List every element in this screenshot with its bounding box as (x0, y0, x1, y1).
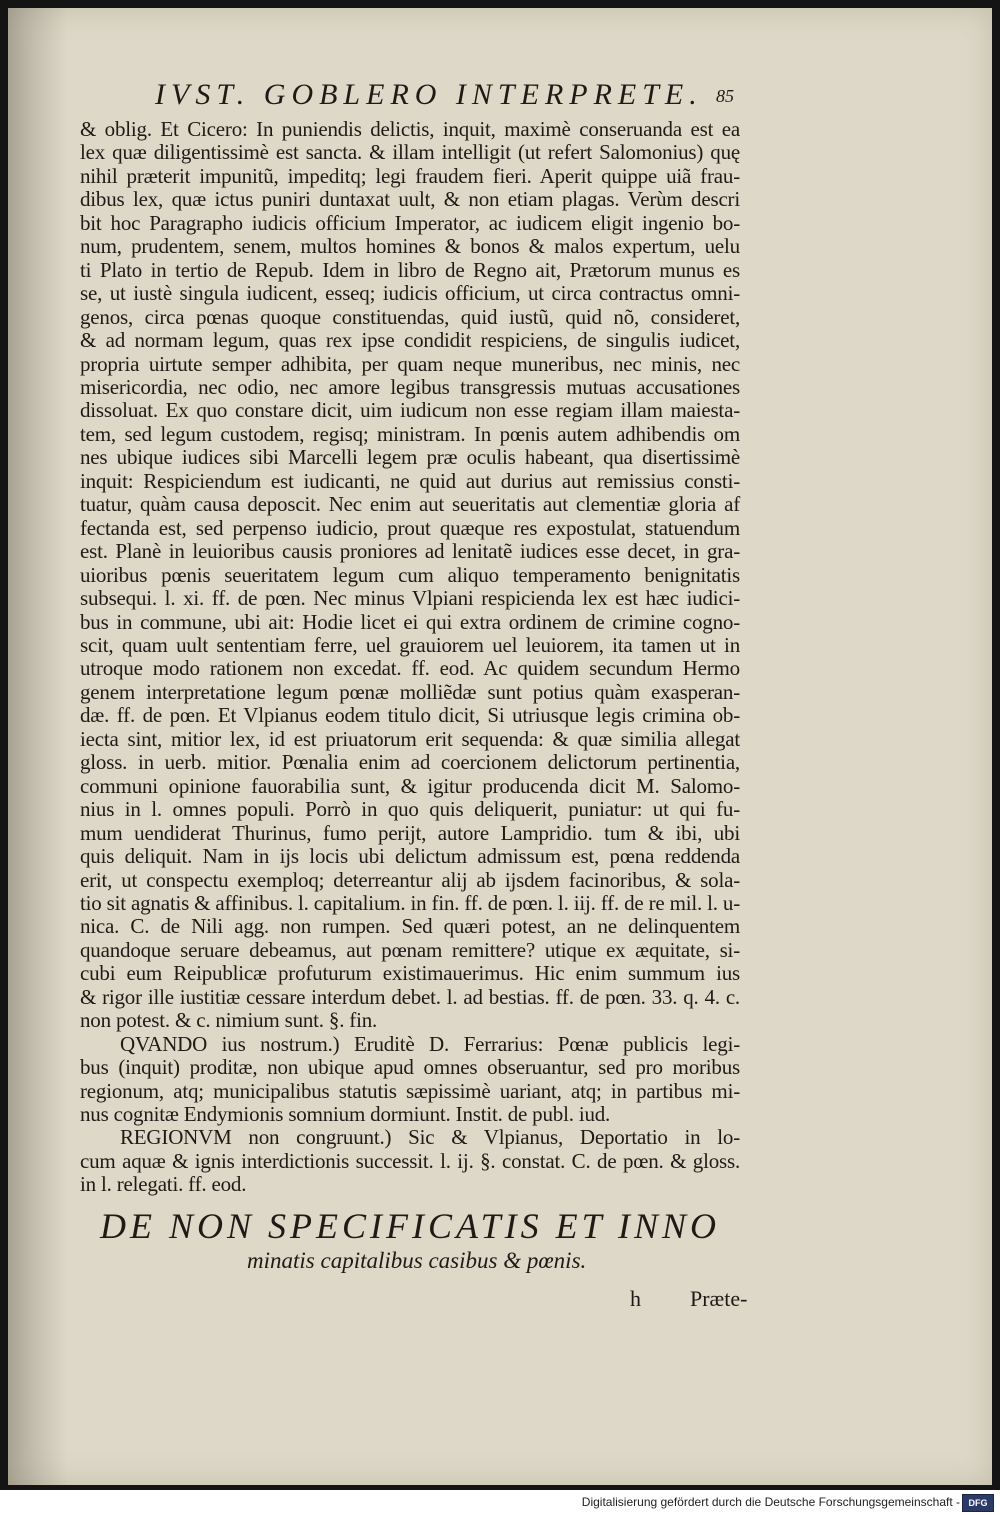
text-line: num, prudentem, senem, multos homines & bonos & malos expertum, uelu (80, 234, 740, 259)
text-line: quandoque seruare debeamus, aut pœnam remittere? utique ex æquitate, si- (80, 937, 740, 962)
text-line: non potest. & c. nimium sunt. §. fin. (80, 1008, 378, 1033)
text-line: propria uirtute semper adhibita, per quam neque muneribus, nec minis, nec (80, 351, 740, 376)
text-line: tem, sed legum custodem, regisq; ministram. In pœnis autem adhibendis om (80, 421, 740, 446)
text-line: bus in commune, ubi ait: Hodie licet ei qui extra ordinem de crimine cogno- (80, 609, 740, 634)
body-text (80, 118, 740, 1197)
text-line: mum uendiderat Thurinus, fumo perijt, autore Lampridio. tum & ibi, ubi (80, 820, 740, 845)
text-line: inquit: Respiciendum est iudicanti, ne quid aut durius aut remissius consti- (80, 468, 740, 493)
text-line: gloss. in uerb. mitior. Pœnalia enim ad coercionem delictorum pertinentia, (80, 750, 740, 775)
dfg-logo-icon: DFG (962, 1494, 994, 1512)
text-line: nihil præterit impunitũ, impeditq; legi fraudem fieri. Aperit quippe uiã frau- (80, 163, 740, 188)
catchword: Præte- (690, 1286, 748, 1311)
text-line: REGIONVM non congruunt.) Sic & Vlpianus, Deportatio in lo- (120, 1125, 740, 1150)
text-line: uioribus pœnis seueritatem legum cum aliquo temperamento benignitatis (80, 562, 740, 587)
section-title: DE NON SPECIFICATIS ET INNO (100, 1206, 721, 1246)
text-line: misericordia, nec odio, nec amore legibus transgressis mutuas accusationes (80, 374, 740, 399)
text-line: tio sit agnatis & affinibus. l. capitalium. in fin. ff. de pœn. l. iij. ff. de re mil. l. u- (80, 890, 740, 915)
text-line: quis deliquit. Nam in ijs locis ubi delictum admissum est, pœna reddenda (80, 844, 740, 869)
text-line: dæ. ff. de pœn. Et Vlpianus eodem titulo dicit, Si utriusque legis crimina ob- (80, 703, 740, 728)
text-line: dissoluat. Ex quo constare dicit, uim iudicum non esse regiam illam maiesta- (80, 398, 740, 423)
text-line: nes ubique iudices sibi Marcelli legem præ oculis habeant, qua disertissimè (80, 445, 740, 470)
text-line: bit hoc Paragrapho iudicis officium Imperator, ac iudicem eligit ingenio bo- (80, 210, 740, 235)
text-line: genem interpretatione legum pœnæ molliẽdæ sunt potius quàm exasperan- (80, 679, 740, 704)
signature-mark: h (630, 1286, 641, 1311)
text-line: in l. relegati. ff. eod. (80, 1172, 247, 1197)
text-line: cum aquæ & ignis interdictionis successit. l. ij. §. constat. C. de pœn. & gloss. (80, 1148, 740, 1173)
footer-bar (0, 1490, 1000, 1515)
text-line: erit, ut conspectu exemploq; deterreantur alij ab ijsdem facinoribus, & sola- (80, 867, 740, 892)
text-line: dibus lex, quæ ictus puniri duntaxat uult, & non etiam plagas. Verùm descri (80, 187, 740, 212)
text-line: fectanda est, sed perpenso iudicio, prout quæque res expostulat, statuendum (80, 515, 740, 540)
text-line: & rigor ille iustitiæ cessare interdum debet. l. ad bestias. ff. de pœn. 33. q. 4. c. (80, 984, 740, 1009)
text-line: genos, circa pœnas quoque constituendas, quid iustũ, quid nõ, consideret, (80, 304, 740, 329)
section-subtitle: minatis capitalibus casibus & pœnis. (247, 1248, 587, 1273)
text-line: se, ut iustè singula iudicent, esseq; iudicis officium, ut circa contractus omni- (80, 281, 740, 306)
text-line: utroque modo rationem non excedat. ff. eod. Ac quidem secundum Hermo (80, 656, 740, 681)
text-line: QVANDO ius nostrum.) Eruditè D. Ferrarius: Pœnæ publicis legi- (120, 1031, 740, 1056)
text-line: regionum, atq; municipalibus statutis sæpissimè uariant, atq; in partibus mi- (80, 1078, 740, 1103)
text-line: & oblig. Et Cicero: In puniendis delictis, inquit, maximè conseruanda est ea (80, 117, 740, 141)
text-line: nius in l. omnes populi. Porrò in quo quis deliquerit, puniatur: ut qui fu- (80, 797, 740, 822)
text-line: lex quæ diligentissimè est sancta. & illam intelligit (ut refert Salomonius) quę (80, 140, 740, 165)
text-line: nus cognitæ Endymionis somnium dormiunt. Instit. de publ. iud. (80, 1102, 611, 1127)
text-line: bus (inquit) proditæ, non ubique apud omnes obseruantur, sed pro moribus (80, 1055, 740, 1080)
text-line: nica. C. de Nili agg. non rumpen. Sed quæri potest, an ne delinquentem (80, 914, 740, 939)
text-line: tuatur, quàm causa deposcit. Nec enim aut seueritatis aut clementiæ gloria af (80, 492, 740, 517)
text-line: ti Plato in tertio de Repub. Idem in libro de Regno ait, Prætorum munus es (80, 257, 740, 282)
text-line: & ad normam legum, quas rex ipse condidit respiciens, de singulis iudicet, (80, 328, 740, 353)
text-line: communi opinione fauorabilia sunt, & igitur producenda dicit M. Salomo- (80, 773, 740, 798)
text-line: iecta sint, mitior lex, id est priuatorum erit sequenda: & quæ similia allegat (80, 726, 740, 751)
running-head: IVST. GOBLERO INTERPRETE. (155, 78, 703, 111)
text-line: subsequi. l. xi. ff. de pœn. Nec minus Vlpiani respicienda lex est hæc iudici- (80, 586, 740, 611)
folio-number: 85 (716, 86, 734, 106)
page-spine-shadow (8, 8, 68, 1485)
text-line: cubi eum Reipublicæ profuturum existimauerimus. Hic enim summum ius (80, 961, 740, 986)
text-line: est. Planè in leuioribus causis proniores ad lenitatẽ iudices esse decet, in gra- (80, 539, 740, 564)
funding-credit: Digitalisierung gefördert durch die Deutsche Forschungsgemeinschaft - (581, 1495, 960, 1509)
text-line: scit, quam uult sententiam ferre, uel grauiorem uel leuiorem, ita tamen ut in (80, 632, 740, 657)
